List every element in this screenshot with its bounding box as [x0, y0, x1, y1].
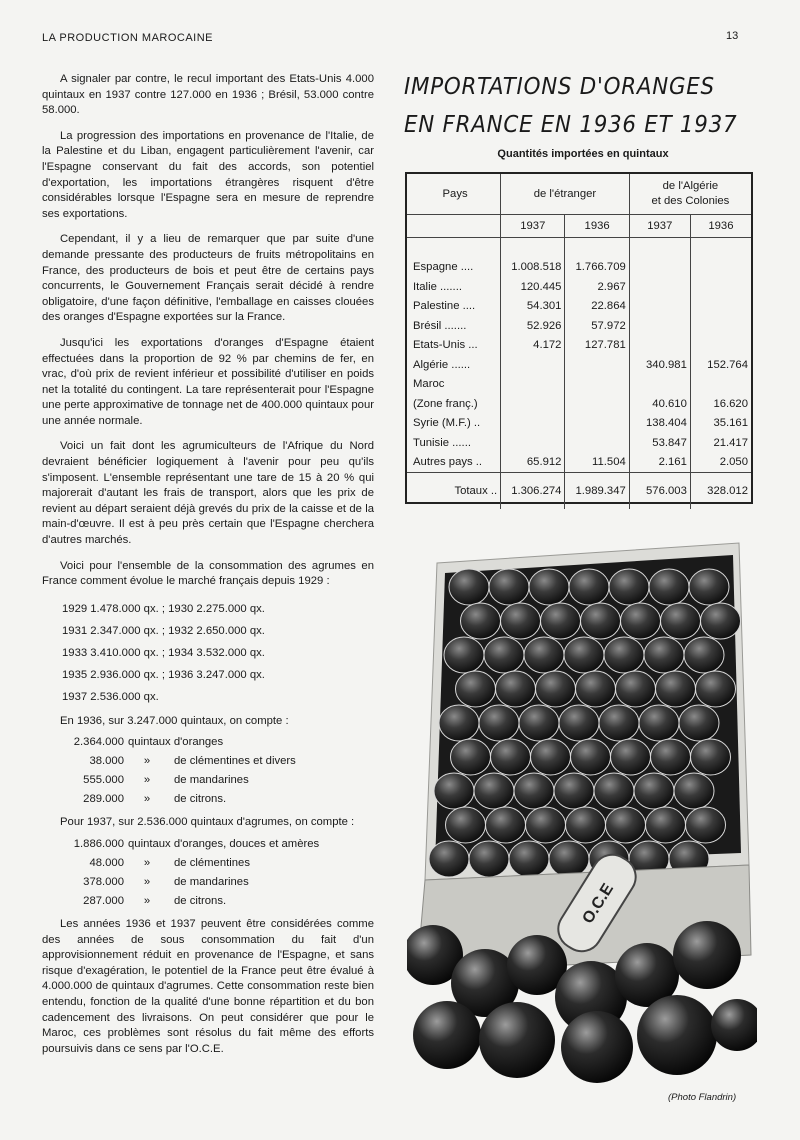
list-item: 555.000 » de mandarines — [83, 774, 249, 787]
table-row: Maroc — [407, 375, 751, 395]
orange-fruit — [529, 569, 569, 605]
orange-fruit — [637, 995, 717, 1075]
list-item: 38.000 » de clémentines et divers — [89, 755, 296, 768]
orange-fruit — [519, 705, 559, 741]
year-line: 1935 2.936.000 qx. ; 1936 3.247.000 qx. — [62, 668, 265, 681]
orange-fruit — [451, 739, 491, 775]
orange-fruit — [646, 807, 686, 843]
orange-fruit — [674, 773, 714, 809]
paragraph-6: Voici pour l'ensemble de la consommation des agrumes en France comment évolue le marché français depuis 1929 : — [42, 559, 374, 588]
orange-fruit — [564, 637, 604, 673]
orange-fruit — [489, 569, 529, 605]
orange-fruit — [469, 841, 509, 877]
running-title: LA PRODUCTION MAROCAINE — [42, 32, 214, 44]
orange-fruit — [611, 739, 651, 775]
orange-fruit — [566, 807, 606, 843]
orange-fruit — [604, 637, 644, 673]
table-row: Italie ....... 120.445 2.967 — [407, 277, 751, 297]
table-row: Tunisie ...... 53.847 21.417 — [407, 433, 751, 453]
orange-fruit — [531, 739, 571, 775]
orange-fruit — [479, 705, 519, 741]
orange-fruit — [581, 603, 621, 639]
orange-fruit — [509, 841, 549, 877]
orange-fruit — [651, 739, 691, 775]
orange-fruit — [649, 569, 689, 605]
orange-fruit — [621, 603, 661, 639]
year-line: 1931 2.347.000 qx. ; 1932 2.650.000 qx. — [62, 624, 265, 637]
table-subtitle: Quantités importées en quintaux — [497, 148, 669, 160]
orange-fruit — [413, 1001, 481, 1069]
paragraph-1: A signaler par contre, le recul important des Etats-Unis 4.000 quintaux en 1937 contre 127.000 en 1936 ; Brésil, 53.000 contre 58.000. — [42, 73, 374, 117]
orange-fruit — [561, 1011, 633, 1083]
orange-fruit — [446, 807, 486, 843]
table-row: Brésil ....... 52.926 57.972 — [407, 316, 751, 336]
table-row: Espagne .... 1.008.518 1.766.709 — [407, 258, 751, 278]
list-item: 289.000 » de citrons. — [83, 793, 227, 806]
orange-fruit — [559, 705, 599, 741]
orange-fruit — [576, 671, 616, 707]
orange-fruit — [474, 773, 514, 809]
orange-fruit — [496, 671, 536, 707]
year-line: 1937 2.536.000 qx. — [62, 690, 159, 703]
table-row: Syrie (M.F.) .. 138.404 35.161 — [407, 414, 751, 434]
orange-fruit — [526, 807, 566, 843]
table-row: Autres pays .. 65.912 11.504 2.161 2.050 — [407, 453, 751, 473]
orange-fruit — [569, 569, 609, 605]
table-total-row: Totaux .. 1.306.274 1.989.347 576.003 328.012 — [407, 473, 751, 510]
orange-fruit — [434, 773, 474, 809]
orange-fruit — [656, 671, 696, 707]
orange-fruit — [684, 637, 724, 673]
orange-fruit — [486, 807, 526, 843]
orange-fruit — [541, 603, 581, 639]
orange-fruit — [609, 569, 649, 605]
orange-fruit — [484, 637, 524, 673]
paragraph-7: En 1936, sur 3.247.000 quintaux, on compte : — [60, 714, 289, 727]
orange-fruit — [679, 705, 719, 741]
orange-fruit — [429, 841, 469, 877]
orange-fruit — [571, 739, 611, 775]
orange-fruit — [701, 603, 741, 639]
orange-fruit — [686, 807, 726, 843]
orange-fruit — [449, 569, 489, 605]
orange-fruit — [536, 671, 576, 707]
table-row: Palestine .... 54.301 22.864 — [407, 297, 751, 317]
orange-fruit — [479, 1002, 555, 1078]
paragraph-3: Cependant, il y a lieu de remarquer que par suite d'une demande pressante des producteurs de fruits métropolitains en France, des producteurs de bois et peut être de certains pays concurrents, le Gouvernement Français serait décidé à rendre obligatoire, d'une façon définitive, l'emballage en caisses clouées des oranges d'Espagne exportées sur la France. — [42, 233, 374, 324]
orange-fruit — [514, 773, 554, 809]
orange-fruit — [461, 603, 501, 639]
orange-fruit — [501, 603, 541, 639]
list-item: 2.364.000 quintaux d'oranges — [73, 736, 224, 749]
orange-crate-photo — [407, 535, 757, 1090]
table-year-row: 1937 1936 1937 1936 — [407, 215, 751, 238]
orange-fruit — [639, 705, 679, 741]
orange-fruit — [599, 705, 639, 741]
orange-fruit — [673, 921, 741, 989]
orange-fruit — [549, 841, 589, 877]
year-line: 1933 3.410.000 qx. ; 1934 3.532.000 qx. — [62, 646, 265, 659]
article-column — [42, 72, 374, 1067]
list-item: 1.886.000 quintaux d'oranges, douces et amères — [73, 838, 320, 850]
orange-fruit — [491, 739, 531, 775]
orange-fruit — [524, 637, 564, 673]
photo-credit: (Photo Flandrin) — [668, 1092, 737, 1103]
orange-fruit — [696, 671, 736, 707]
orange-fruit — [661, 603, 701, 639]
table-row: (Zone franç.) 40.610 16.620 — [407, 394, 751, 414]
paragraph-5: Voici un fait dont les agrumiculteurs de l'Afrique du Nord devraient bénéficier logiquement à l'avenir pour peu qu'ils s'imposent. L'ensemble représentant une tare de 15 à 20 % qui majorerait d'autant les frais de transport, alors que les prix de revient au départ seraient déjà grevés du prix de la caisse et de la main-d'œuvre. Il est à peu près certain que l'Espagne cherchera d'autres marchés. — [42, 440, 374, 547]
table-header-row: Pays de l'étranger de l'Algérie et des Colonies — [407, 174, 751, 215]
orange-fruit — [644, 637, 684, 673]
table-row: Algérie ...... 340.981 152.764 — [407, 355, 751, 375]
paragraph-8: Pour 1937, sur 2.536.000 quintaux d'agrumes, on compte : — [60, 816, 355, 829]
orange-fruit — [439, 705, 479, 741]
orange-fruit — [606, 807, 646, 843]
table-title: IMPORTATIONS D'ORANGES EN FRANCE EN 1936 ET 1937 — [404, 74, 738, 138]
orange-fruit — [594, 773, 634, 809]
paragraph-9: Les années 1936 et 1937 peuvent être considérées comme des années de sous consommation du fait d'un approvisionnement réduit en provenance de l'Espagne, et sans risque d'exagération, le potentiel de la France peut être évalué à 4.000.000 de quintaux d'agrumes. Cette consommation reste bien entendu, fonction de la qualité d'une bonne répartition et du bon cadencement des livraisons. On peut considérer que pour le Maroc, ces problèmes sont résolus du fait même des efforts poursuivis dans ce sens par l'O.C.E. — [42, 918, 374, 1055]
orange-fruit — [444, 637, 484, 673]
orange-fruit — [554, 773, 594, 809]
paragraph-2: La progression des importations en provenance de l'Italie, de la Palestine et du Liban, engagent particulièrement l'avenir, car l'Espagne conservant du fait des accords, son potentiel d'exportation, les importations étrangères risquent d'être considérables lorsque l'Espagne sera en mesure de reprendre ses exportations. — [42, 129, 374, 220]
paragraph-4: Jusqu'ici les exportations d'oranges d'Espagne étaient effectuées dans la proportion de 92 % par chemins de fer, en vrac, d'où prix de revient inférieur et possibilité d'utiliser en poids net la totalité du contingent. La tare représenterait pour l'Espagne une perte approximative de tonnage net de 400.000 quintaux pour une année normale. — [42, 336, 374, 427]
orange-fruit — [689, 569, 729, 605]
crate-label: O.C.E — [579, 880, 618, 927]
orange-fruit — [634, 773, 674, 809]
list-item: 378.000 » de mandarines — [83, 876, 249, 888]
imports-table — [405, 172, 753, 504]
orange-fruit — [456, 671, 496, 707]
orange-fruit — [691, 739, 731, 775]
orange-fruit — [616, 671, 656, 707]
year-line: 1929 1.478.000 qx. ; 1930 2.275.000 qx. — [62, 602, 265, 615]
page-number: 13 — [726, 30, 739, 42]
table-row: Etats-Unis ... 4.172 127.781 — [407, 336, 751, 356]
list-item: 287.000 » de citrons. — [83, 895, 227, 907]
list-item: 48.000 » de clémentines — [89, 857, 250, 869]
